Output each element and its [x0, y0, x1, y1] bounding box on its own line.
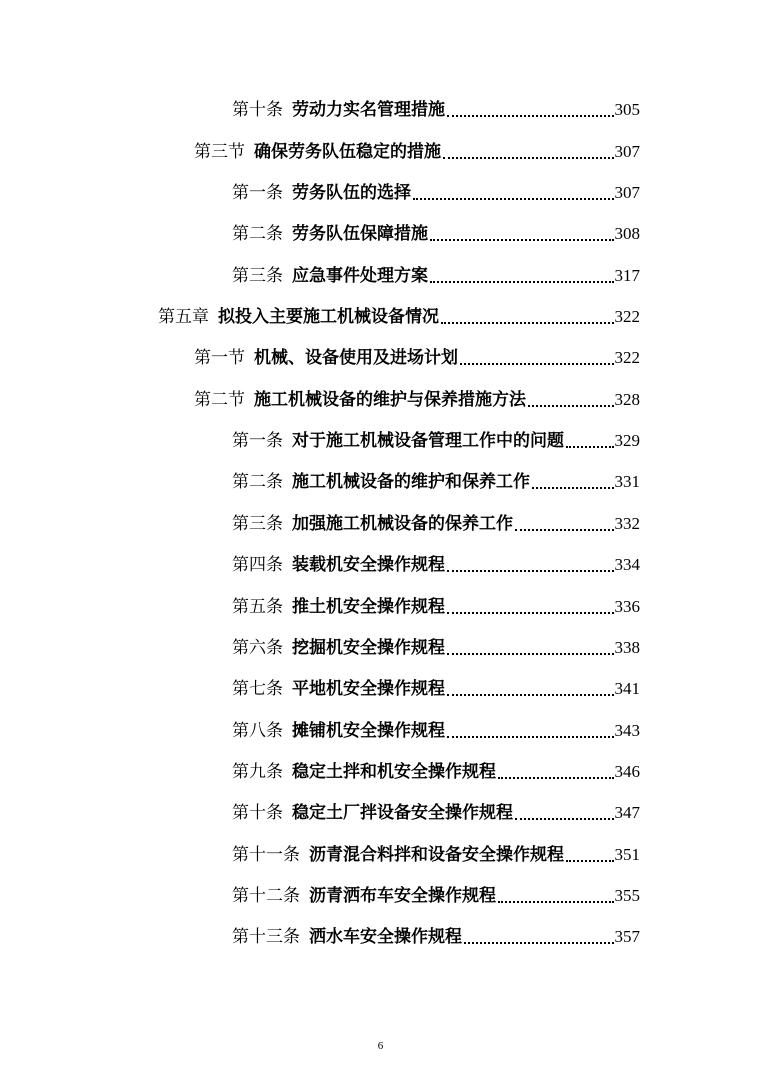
toc-entry[interactable]: [158, 302, 640, 332]
toc-entry[interactable]: [232, 550, 640, 580]
toc-dot-leader: [528, 385, 614, 415]
toc-entry-title: 应急事件处理方案: [292, 266, 428, 286]
toc-dot-leader: [566, 840, 614, 870]
toc-entry[interactable]: [232, 840, 640, 870]
toc-entry[interactable]: [232, 757, 640, 787]
toc-entry[interactable]: [194, 137, 640, 167]
toc-entry-title: 劳务队伍的选择: [292, 183, 411, 203]
toc-entry[interactable]: [232, 592, 640, 622]
toc-dot-leader: [498, 881, 614, 911]
toc-entry-title: 机械、设备使用及进场计划: [254, 348, 458, 368]
toc-entry-label: 第三条: [232, 266, 283, 286]
toc-entry-title: 加强施工机械设备的保养工作: [292, 514, 513, 534]
toc-entry-label: 第十条: [232, 100, 283, 120]
toc-dot-leader: [464, 922, 614, 952]
toc-entry-label: 第八条: [232, 721, 283, 741]
toc-entry-label: 第九条: [232, 762, 283, 782]
toc-entry-page: 355: [614, 886, 640, 905]
toc-dot-leader: [430, 219, 614, 249]
toc-entry-label: 第三节: [194, 142, 245, 162]
toc-entry-title: 沥青洒布车安全操作规程: [309, 886, 496, 906]
toc-entry-page: 307: [614, 183, 640, 202]
toc-entry-title: 劳动力实名管理措施: [292, 100, 445, 120]
toc-dot-leader: [447, 550, 614, 580]
toc-entry-label: 第十条: [232, 803, 283, 823]
toc-entry-title: 确保劳务队伍稳定的措施: [254, 142, 441, 162]
toc-entry-label: 第七条: [232, 679, 283, 699]
toc-entry-title: 劳务队伍保障措施: [292, 224, 428, 244]
toc-dot-leader: [430, 261, 614, 291]
toc-entry-page: 329: [614, 431, 640, 450]
toc-entry-label: 第一条: [232, 431, 283, 451]
toc-entry-title: 拟投入主要施工机械设备情况: [218, 307, 439, 327]
toc-entry-page: 343: [614, 721, 640, 740]
toc-entry-page: 334: [614, 555, 640, 574]
toc-entry-title: 施工机械设备的维护与保养措施方法: [254, 390, 526, 410]
toc-entry-title: 摊铺机安全操作规程: [292, 721, 445, 741]
toc-entry-title: 沥青混合料拌和设备安全操作规程: [309, 845, 564, 865]
toc-entry-page: 357: [614, 927, 640, 946]
toc-entry-title: 推土机安全操作规程: [292, 597, 445, 617]
toc-dot-leader: [498, 757, 614, 787]
toc-entry[interactable]: [232, 509, 640, 539]
toc-entry-title: 施工机械设备的维护和保养工作: [292, 472, 530, 492]
toc-entry-title: 稳定土厂拌设备安全操作规程: [292, 803, 513, 823]
toc-dot-leader: [447, 674, 614, 704]
toc-entry-label: 第十二条: [232, 886, 300, 906]
toc-entry-page: 317: [614, 266, 640, 285]
toc-entry-page: 308: [614, 224, 640, 243]
toc-entry[interactable]: [232, 261, 640, 291]
toc-entry-page: 346: [614, 762, 640, 781]
toc-entry[interactable]: [232, 881, 640, 911]
toc-entry-label: 第五章: [158, 307, 209, 327]
toc-dot-leader: [515, 798, 614, 828]
toc-entry-page: 322: [614, 348, 640, 367]
toc-entry[interactable]: [232, 798, 640, 828]
toc-entry-page: 336: [614, 597, 640, 616]
toc-dot-leader: [447, 716, 614, 746]
toc-dot-leader: [447, 95, 614, 125]
toc-entry-page: 347: [614, 803, 640, 822]
toc-entry-page: 307: [614, 142, 640, 161]
toc-entry-page: 341: [614, 679, 640, 698]
toc-entry-label: 第二条: [232, 472, 283, 492]
page-number: 6: [377, 1040, 384, 1052]
toc-entry[interactable]: [232, 467, 640, 497]
toc-entry-label: 第六条: [232, 638, 283, 658]
toc-entry[interactable]: [232, 219, 640, 249]
toc-entry[interactable]: [232, 922, 640, 952]
toc-entry-title: 平地机安全操作规程: [292, 679, 445, 699]
toc-entry-label: 第三条: [232, 514, 283, 534]
toc-dot-leader: [443, 137, 614, 167]
toc-entry-label: 第二节: [194, 390, 245, 410]
toc-entry-label: 第一节: [194, 348, 245, 368]
toc-entry-title: 装载机安全操作规程: [292, 555, 445, 575]
toc-entry-page: 322: [614, 307, 640, 326]
toc-entry-label: 第四条: [232, 555, 283, 575]
toc-entry-page: 338: [614, 638, 640, 657]
toc-entry-page: 351: [614, 845, 640, 864]
toc-entry[interactable]: [232, 178, 640, 208]
toc-dot-leader: [441, 302, 614, 332]
toc-entry[interactable]: [232, 716, 640, 746]
toc-dot-leader: [515, 509, 614, 539]
toc-entry-page: 332: [614, 514, 640, 533]
toc-dot-leader: [460, 343, 614, 373]
toc-entry[interactable]: [232, 674, 640, 704]
toc-entry-label: 第十一条: [232, 845, 300, 865]
toc-entry-title: 对于施工机械设备管理工作中的问题: [292, 431, 564, 451]
toc-dot-leader: [447, 633, 614, 663]
toc-entry[interactable]: [232, 95, 640, 125]
toc-entry-label: 第一条: [232, 183, 283, 203]
toc-entry-label: 第五条: [232, 597, 283, 617]
toc-entry[interactable]: [232, 633, 640, 663]
toc-dot-leader: [532, 467, 614, 497]
toc-dot-leader: [566, 426, 614, 456]
toc-entry-title: 稳定土拌和机安全操作规程: [292, 762, 496, 782]
toc-entry-page: 331: [614, 472, 640, 491]
toc-entry[interactable]: [232, 426, 640, 456]
toc-entry[interactable]: [194, 385, 640, 415]
toc-entry-title: 挖掘机安全操作规程: [292, 638, 445, 658]
toc-entry-label: 第十三条: [232, 927, 300, 947]
toc-entry-title: 洒水车安全操作规程: [309, 927, 462, 947]
toc-dot-leader: [447, 592, 614, 622]
toc-dot-leader: [413, 178, 614, 208]
toc-entry-label: 第二条: [232, 224, 283, 244]
toc-entry[interactable]: [194, 343, 640, 373]
toc-entry-page: 305: [614, 100, 640, 119]
toc-entry-page: 328: [614, 390, 640, 409]
